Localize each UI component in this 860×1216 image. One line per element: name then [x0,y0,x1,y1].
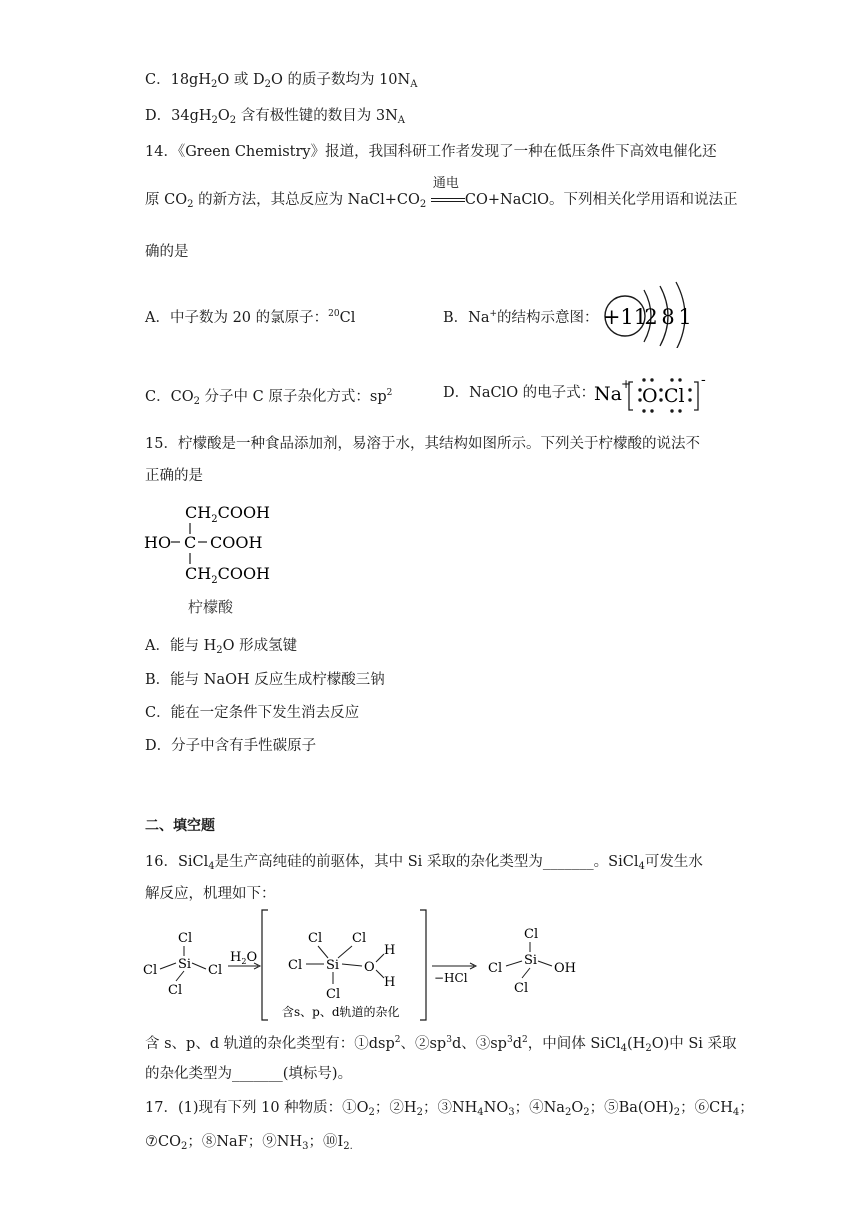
reaction-condition: 通电 [432,176,459,191]
carboxyl-group: COOH [210,533,263,552]
shell-3-count: 1 [678,305,692,329]
q14-stem-line3: 确的是 [145,244,189,260]
q15-stem-line1: 15．柠檬酸是一种食品添加剂，易溶于水，其结构如图所示。下列关于柠檬酸的说法不 [145,436,700,452]
lewis-na: Na [594,383,622,405]
q16-hybridization-line: 含 s、p、d 轨道的杂化类型有：①dsp$^2$、$②sp^3d$、$③sp^3d^2$，中间体 $SiCl_4(H_2O)$中 Si 采取 [145,1035,737,1054]
svg-text:Cl: Cl [524,927,539,942]
q14-option-c: C．$CO_2$ 分子中 C 原子杂化方式：$sp^2$ [145,388,393,407]
q15-stem-line2: 正确的是 [145,468,203,484]
svg-text:Cl: Cl [178,931,193,946]
q16-answer-line: 的杂化类型为_______(填标号)。 [145,1066,353,1082]
q14-option-b: B．Na+的结构示意图： [443,309,599,326]
shell-1-count: 2 [644,305,658,329]
q14-option-d: D．NaClO 的电子式： [443,385,596,401]
reaction-arrow-electrolysis [431,176,465,210]
svg-text:Cl: Cl [168,983,183,998]
svg-text:CH2COOH: $CH_2COOH$ [185,564,271,586]
svg-text:H2O: $H_2O$ [230,950,258,966]
q13-option-d: D．$34gH_2O_2$ 含有极性键的数目为 $3N_A$ [145,108,406,126]
svg-text:H: H [384,975,396,990]
q15-option-d: D．分子中含有手性碳原子 [145,738,317,754]
diagram-caption: 含s、p、d轨道的杂化 [282,1005,400,1019]
svg-text:Cl: Cl [514,981,529,996]
q13-option-c: C．$18gH_2O$ 或 $D_2O$ 的质子数均为 $10N_A$ [145,72,418,90]
svg-text:Cl: Cl [288,958,303,973]
central-carbon: C [184,533,197,552]
citric-acid-structure [140,496,300,626]
q15-option-c: C．能在一定条件下发生消去反应 [145,705,360,721]
lewis-o: O [642,385,658,407]
q15-option-a: A．能与 $H_2O$ 形成氢键 [145,638,298,656]
svg-text:H: H [384,943,396,958]
hydroxyl-group: HO [144,533,172,552]
svg-text:Cl: Cl [352,931,367,946]
lewis-na-charge: + [621,377,632,391]
svg-text:Cl: Cl [208,963,223,978]
q14-option-a: A．中子数为 20 的氯原子：$^{20}$Cl [145,309,356,326]
q16-stem-line2: 解反应，机理如下： [145,886,276,902]
q16-stem-line1: 16．SiCl$_4$是生产高纯硅的前驱体，其中 Si 采取的杂化类型为_______。SiCl$_4$可发生水 [145,854,703,872]
q17-stem-line2: $⑦CO_2$；⑧NaF；$⑨NH_3$；$⑩I_{2.}$ [145,1134,353,1152]
svg-text:−HCl: −HCl [434,971,468,985]
q15-option-b: B．能与 NaOH 反应生成柠檬酸三钠 [145,672,385,688]
svg-text:CH2COOH: $CH_2COOH$ [185,503,271,525]
svg-text:Si: Si [524,953,538,968]
q14-stem-line1: 14．《Green Chemistry》报道，我国科研工作者发现了一种在低压条件下高效电催化还 [145,144,717,160]
svg-text:O: O [364,960,375,975]
na-ion-structure-diagram [598,278,698,348]
nucleus-charge: +11 [602,305,648,329]
lewis-cl: Cl [664,385,685,407]
svg-text:OH: OH [554,961,576,976]
q14-stem-line2: 原 $CO_2$ 的新方法，其总反应为 $NaCl+CO_2$ 通电 CO+NaClO。下列相关化学用语和说法正 [145,176,738,210]
shell-2-count: 8 [661,305,675,329]
naclo-lewis-structure [592,370,717,416]
svg-text:Cl: Cl [326,987,341,1002]
structure-caption: 柠檬酸 [188,598,234,616]
svg-text:Cl: Cl [488,961,503,976]
svg-text:Cl: Cl [308,931,323,946]
svg-text:Cl: Cl [143,963,158,978]
lewis-anion-charge: - [701,372,706,388]
sicl4-hydrolysis-mechanism [140,906,590,1024]
svg-text:Si: Si [178,957,192,972]
svg-text:Si: Si [326,958,340,973]
section-heading: 二、填空题 [145,818,215,834]
q17-stem-line1: 17．(1)现有下列 10 种物质：$①O_2$；$②H_2$；$③NH_4NO_3$；$④Na_2O_2$；$⑤Ba(OH)_2$；$⑥CH_4$； [145,1100,754,1118]
